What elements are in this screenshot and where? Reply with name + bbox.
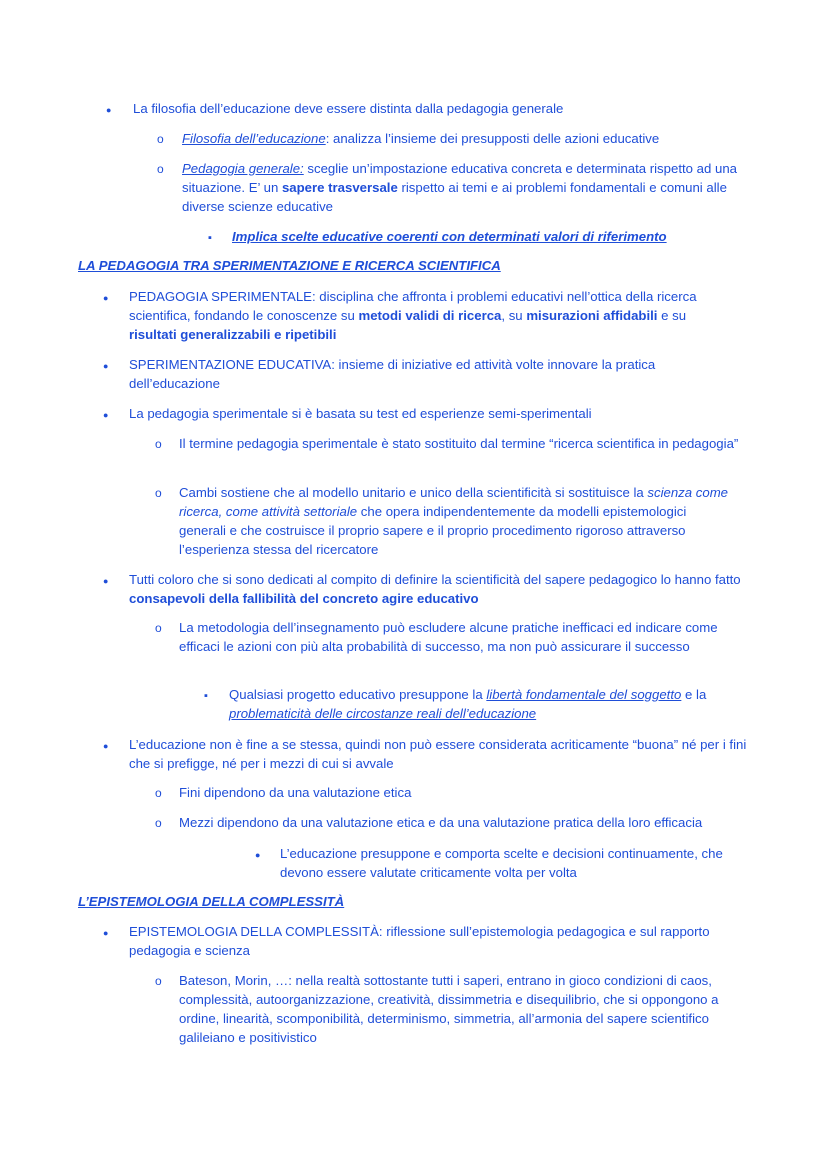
list-item: L’educazione presuppone e comporta scelte e decisioni continuamente, che devono essere valutate criticamente volta per volta — [280, 846, 723, 880]
item-bold: risultati generalizzabili e ripetibili — [129, 327, 337, 342]
item-italic-underline: libertà fondamentale del soggetto — [486, 687, 682, 702]
item-text: Qualsiasi progetto educativo presuppone la — [229, 687, 487, 702]
term-filosofia: Filosofia dell’educazione — [182, 131, 326, 146]
section-heading-2: L’EPISTEMOLOGIA DELLA COMPLESSITÀ — [78, 894, 345, 909]
bullet-square-icon — [204, 685, 208, 706]
bullet-circle-icon — [155, 783, 162, 803]
list-item: Il termine pedagogia sperimentale è stato sostituito dal termine “ricerca scientifica in pedagogia” — [179, 436, 739, 451]
bullet-circle-icon — [157, 159, 164, 179]
list-item: Bateson, Morin, …: nella realtà sottostante tutti i saperi, entrano in gioco condizioni di caos, complessità, autoorganizzazione, creatività, dissimmetria e disequilibrio, che si oppongono a ordine, linearità, scomponibilità, determinismo, simmetria, all’armonia del sapere scientifico galileiano e positivistico — [179, 973, 719, 1045]
bullet-circle-icon — [155, 483, 162, 503]
item-text: PEDAGOGIA SPERIMENTALE: disciplina che affronta i problemi educativi nell’ottica della ricerca scientifica, fondando le conoscenze su — [129, 289, 697, 323]
bullet-disc-icon — [103, 570, 108, 591]
item-bold: sapere trasversale — [281, 180, 398, 195]
list-item — [129, 570, 759, 608]
bullet-disc-icon — [103, 735, 108, 756]
item-italic-underline: problematicità delle circostanze reali dell’educazione — [229, 706, 537, 721]
bullet-disc-icon — [106, 99, 111, 120]
item-text: : analizza l’insieme dei presupposti delle azioni educative — [325, 131, 660, 146]
list-item: Implica scelte educative coerenti con determinati valori di riferimento — [232, 229, 667, 244]
item-text: sceglie un’impostazione educativa concreta e determinata rispetto ad una situazione. E’ un — [182, 161, 737, 195]
list-item: La pedagogia sperimentale si è basata su test ed esperienze semi-sperimentali — [129, 406, 592, 421]
bullet-circle-icon — [155, 618, 162, 638]
item-text: e la — [681, 687, 707, 702]
item-text: che opera indipendentemente da modelli epistemologici generali e che costruisce il proprio sapere e il proprio procedimento rigoroso attraverso l’esperienza stessa del ricercatore — [179, 504, 687, 557]
item-bold: misurazioni affidabili — [526, 308, 658, 323]
list-item: L’educazione non è fine a se stessa, quindi non può essere considerata acriticamente “buona” né per i fini che si prefigge, né per i mezzi di cui si avvale — [129, 737, 747, 771]
bullet-circle-icon — [155, 813, 162, 833]
list-item: La metodologia dell’insegnamento può escludere alcune pratiche inefficaci ed indicare come efficaci le azioni con più alta probabilità di successo, ma non può assicurare il successo — [179, 620, 718, 654]
list-item — [179, 483, 734, 559]
item-text: La filosofia dell’educazione deve essere distinta dalla pedagogia generale — [133, 101, 564, 116]
list-item: EPISTEMOLOGIA DELLA COMPLESSITÀ: riflessione sull’epistemologia pedagogica e sul rapporto pedagogia e scienza — [129, 924, 710, 958]
list-item: Mezzi dipendono da una valutazione etica e da una valutazione pratica della loro efficacia — [179, 815, 703, 830]
list-item — [133, 99, 773, 118]
item-bold: consapevoli della fallibilità del concreto agire educativo — [129, 591, 479, 606]
bullet-disc-icon — [103, 922, 108, 943]
bullet-disc-icon — [103, 355, 108, 376]
term-pedagogia: Pedagogia generale: — [182, 161, 304, 176]
item-text: Tutti coloro che si sono dedicati al compito di definire la scientificità del sapere pedagogico lo hanno fatto — [129, 572, 741, 587]
bullet-disc-icon — [103, 404, 108, 425]
section-heading-1: LA PEDAGOGIA TRA SPERIMENTAZIONE E RICERCA SCIENTIFICA — [78, 258, 501, 273]
bullet-disc-icon — [255, 844, 260, 865]
bullet-circle-icon — [155, 971, 162, 991]
bullet-circle-icon — [155, 434, 162, 454]
item-bold: metodi validi di ricerca — [358, 308, 502, 323]
bullet-square-icon — [208, 227, 212, 248]
bullet-disc-icon — [103, 287, 108, 308]
item-text: Cambi sostiene che al modello unitario e unico della scientificità si sostituisce la — [179, 485, 648, 500]
bullet-circle-icon — [157, 129, 164, 149]
list-item — [182, 159, 767, 216]
list-item — [182, 129, 762, 148]
list-item: Fini dipendono da una valutazione etica — [179, 785, 412, 800]
item-text: , su — [501, 308, 527, 323]
list-item: SPERIMENTAZIONE EDUCATIVA: insieme di iniziative ed attività volte innovare la pratica dell’educazione — [129, 357, 656, 391]
item-text: e su — [657, 308, 687, 323]
item-italic: scienza come ricerca, come attività settoriale — [179, 485, 729, 519]
list-item — [129, 287, 729, 344]
item-text: rispetto ai temi e ai problemi fondamentali e comuni alle diverse scienze educative — [182, 180, 727, 214]
list-item — [229, 685, 759, 723]
